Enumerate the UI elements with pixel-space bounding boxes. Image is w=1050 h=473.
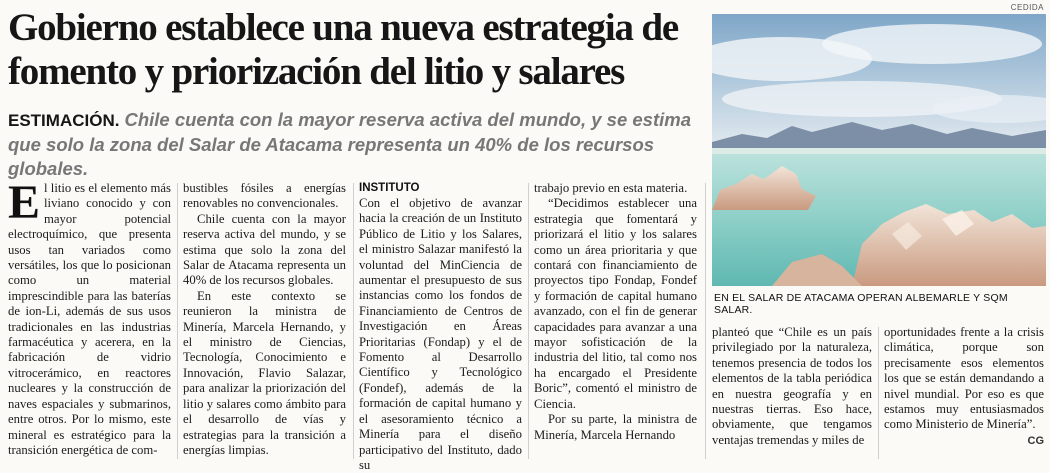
body-paragraph: l litio es el elemento más liviano conocido y con mayor potencial electroquímico, que presenta usos tan variados como versátiles, los que lo posicionan como un material imprescindible para las baterías de ion-Li, además de sus usos tradicionales en las industrias farmacéutica y acerera, en la fabricación de vidrio vitrocerámico, en reactores nucleares y la construcción de naves espaciales y submarinos, entre otros. Por lo mismo, este mineral es estratégico para la transición energética de com-	[8, 181, 171, 457]
article-column-4	[534, 181, 697, 443]
photo-credit: CEDIDA	[1010, 3, 1044, 12]
lede-kicker: ESTIMACIÓN.	[8, 111, 120, 130]
article-headline: Gobierno establece una nueva estrategia de fomento y priorización del litio y salares	[8, 6, 678, 93]
body-paragraph: bustibles fósiles a energías renovables no convencionales.	[183, 181, 346, 211]
section-subhead: INSTITUTO	[359, 182, 420, 194]
article-column-2	[183, 181, 346, 458]
article-column-3	[359, 181, 522, 473]
body-paragraph: planteó que “Chile es un país privilegiado por la naturaleza, tenemos presencia de todos los elementos de la tabla periódica en nuestra geografía y en nuestras tierras. Eso hace, obviamente, que tengamos ventajas tremendas y miles de	[712, 325, 872, 447]
article-column-1	[8, 176, 171, 458]
column-divider	[705, 183, 706, 459]
end-mark: CG	[1027, 434, 1044, 447]
column-divider	[177, 183, 178, 459]
column-divider	[353, 183, 354, 459]
lede-deck: Chile cuenta con la mayor reserva activa del mundo, y se estima que solo la zona del Salar de Atacama representa un 40% de los recursos globales.	[8, 109, 691, 179]
body-paragraph: Con el objetivo de avanzar hacia la creación de un Instituto Público de Litio y los Salares, el ministro Salazar manifestó la voluntad del MinCiencia de aumentar el presupuesto de sus instancias como los fondos de Financiamiento de Centros de Investigación en Áreas Prioritarias (Fondap) y el de Fomento al Desarrollo Científico y Tecnológico (Fondef), además de la formación de capital humano y el asesoramiento técnico a Minería para el diseño participativo del Instituto, dado su	[359, 196, 522, 472]
end-mark-wrapper	[884, 433, 1044, 449]
body-paragraph: “Decidimos establecer una estrategia que fomentará y priorizará el litio y los salares como un área prioritaria y que contará con financiamiento de proyectos tipo Fondap, Fondef y formación de capital humano avanzado, con el fin de generar capacidades para avanzar a una mayor sofisticación de la industria del litio, tal como nos ha encargado el Presidente Boric”, comentó el ministro de Ciencia.	[534, 196, 697, 411]
article-photo	[712, 14, 1046, 286]
body-paragraph: trabajo previo en esta materia.	[534, 181, 688, 195]
article-lede	[8, 108, 698, 181]
photo-caption: EN EL SALAR DE ATACAMA OPERAN ALBEMARLE Y SQM SALAR.	[714, 292, 1008, 316]
column-divider	[878, 327, 879, 459]
drop-cap: E	[8, 176, 41, 229]
body-paragraph: Por su parte, la ministra de Minería, Marcela Hernando	[534, 412, 697, 442]
body-paragraph: En este contexto se reunieron la ministra de Minería, Marcela Hernando, y el ministro de Ciencias, Tecnología, Conocimiento e Innovación, Flavio Salazar, para analizar la priorización del litio y salares como ámbito para el desarrollo de vías y estrategias para la transición a energías limpias.	[183, 288, 346, 457]
article-column-5	[712, 325, 872, 448]
column-divider	[528, 183, 529, 459]
body-paragraph: oportunidades frente a la crisis climática, porque son precisamente esos elementos los que se están demandando a nivel mundial. Por eso es que estamos muy entusiasmados como Ministerio de Minería”.	[884, 325, 1044, 432]
salar-landscape-image	[712, 14, 1046, 286]
article-column-6	[884, 325, 1044, 449]
body-paragraph: Chile cuenta con la mayor reserva activa del mundo, y se estima que solo la zona del Salar de Atacama representa un 40% de los recursos globales.	[183, 211, 346, 288]
